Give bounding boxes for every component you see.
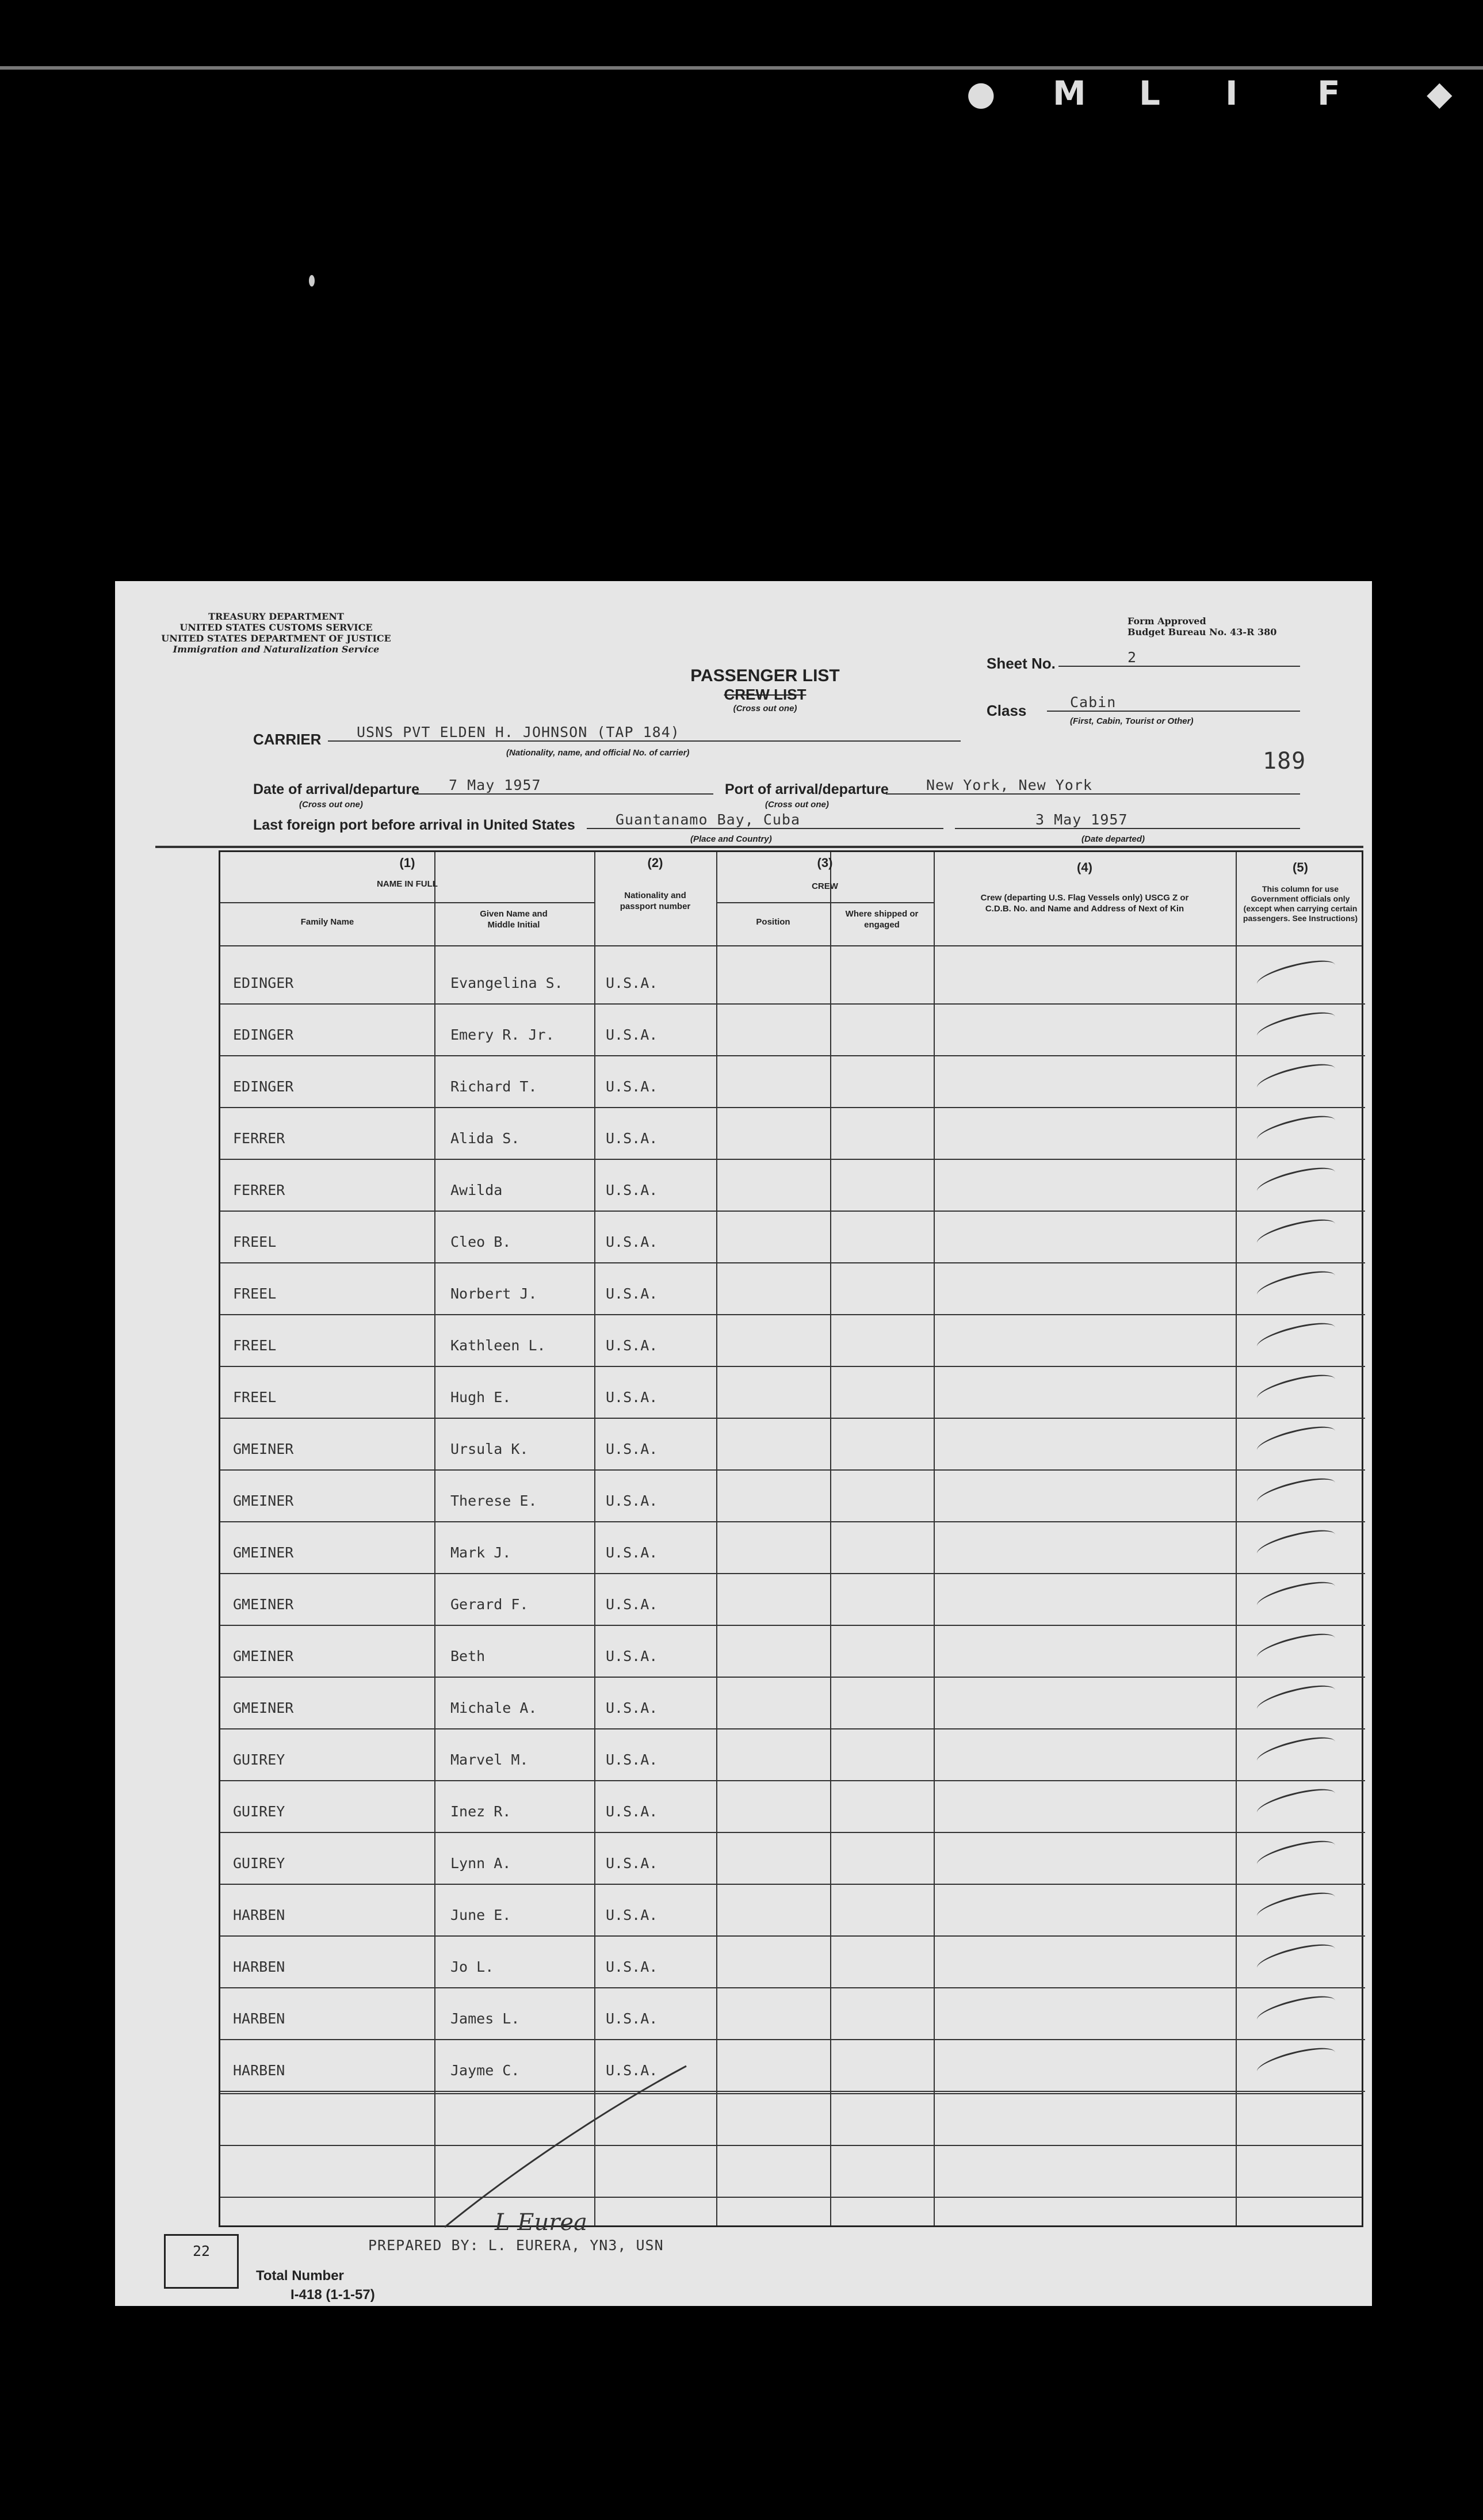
family-name-cell: EDINGER <box>233 975 294 991</box>
family-name-cell: FERRER <box>233 1182 285 1198</box>
given-name-cell: Therese E. <box>450 1492 537 1509</box>
total-number-box: 22 <box>164 2234 239 2289</box>
col5-number: (5) <box>1293 860 1308 875</box>
given-name-cell: Norbert J. <box>450 1285 537 1302</box>
nationality-cell: U.S.A. <box>606 1803 658 1820</box>
position-header: Position <box>756 917 790 927</box>
film-edge-line <box>0 66 1483 70</box>
given-name-cell: Awilda <box>450 1182 503 1198</box>
family-name-cell: GMEINER <box>233 1648 294 1664</box>
nationality-cell: U.S.A. <box>606 1026 658 1043</box>
shipped-header: Where shipped or engaged <box>845 909 919 930</box>
table-row <box>220 1160 1365 1212</box>
film-edge-marks <box>949 74 1467 114</box>
given-name-cell: Gerard F. <box>450 1596 529 1613</box>
film-mark: ◆ <box>1427 74 1453 113</box>
given-name-cell: Marvel M. <box>450 1751 529 1768</box>
family-name-cell: GUIREY <box>233 1803 285 1820</box>
family-name-cell: GUIREY <box>233 1855 285 1872</box>
nationality-cell: U.S.A. <box>606 1078 658 1095</box>
nationality-cell: U.S.A. <box>606 1700 658 1716</box>
carrier-label: CARRIER <box>253 731 322 748</box>
crew-header: CREW <box>812 881 838 891</box>
check-mark <box>1255 2042 1338 2082</box>
family-name-cell: EDINGER <box>233 1078 294 1095</box>
class-hint: (First, Cabin, Tourist or Other) <box>1070 716 1194 726</box>
port-cross: (Cross out one) <box>765 800 829 810</box>
passenger-list-document <box>115 581 1372 2306</box>
family-name-cell: FREEL <box>233 1337 277 1354</box>
given-name-cell: Lynn A. <box>450 1855 511 1872</box>
check-mark <box>1255 1991 1338 2030</box>
date-cross: (Cross out one) <box>299 800 363 810</box>
table-row <box>220 1471 1365 1522</box>
check-mark <box>1255 1473 1338 1513</box>
header-rule <box>155 846 1363 848</box>
nationality-cell: U.S.A. <box>606 1907 658 1923</box>
nationality-cell: U.S.A. <box>606 1596 658 1613</box>
date-label: Date of arrival/departure <box>253 781 419 797</box>
agency-block: TREASURY DEPARTMENT UNITED STATES CUSTOMS SERVICE UNITED STATES DEPARTMENT OF JUSTICE Immigration and Naturalization Service <box>161 611 391 655</box>
table-row <box>220 1885 1365 1937</box>
nationality-cell: U.S.A. <box>606 1751 658 1768</box>
table-row <box>220 1367 1365 1419</box>
given-name-cell: Inez R. <box>450 1803 511 1820</box>
date-value: 7 May 1957 <box>414 777 713 795</box>
given-name-cell: Cleo B. <box>450 1234 511 1250</box>
family-name-cell: FREEL <box>233 1389 277 1406</box>
check-mark <box>1255 1784 1338 1823</box>
family-name-cell: HARBEN <box>233 2010 285 2027</box>
family-name-cell: GMEINER <box>233 1441 294 1457</box>
nationality-cell: U.S.A. <box>606 1492 658 1509</box>
table-row <box>220 1678 1365 1729</box>
place-hint: (Place and Country) <box>690 834 772 844</box>
family-name-header: Family Name <box>300 917 354 927</box>
form-number: I-418 (1-1-57) <box>291 2287 375 2303</box>
passenger-table <box>219 850 1363 2227</box>
col4-number: (4) <box>1077 860 1092 875</box>
given-name-cell: Emery R. Jr. <box>450 1026 555 1043</box>
table-row <box>220 1626 1365 1678</box>
col2-number: (2) <box>647 856 663 870</box>
table-row <box>220 1108 1365 1160</box>
table-row <box>220 1315 1365 1367</box>
nationality-cell: U.S.A. <box>606 1958 658 1975</box>
table-row <box>220 1005 1365 1056</box>
family-name-cell: HARBEN <box>233 1907 285 1923</box>
sheet-value: 2 <box>1058 649 1300 667</box>
carrier-hint: (Nationality, name, and official No. of carrier) <box>506 748 690 758</box>
family-name-cell: GMEINER <box>233 1700 294 1716</box>
given-name-cell: Michale A. <box>450 1700 537 1716</box>
nationality-cell: U.S.A. <box>606 1130 658 1147</box>
check-mark <box>1255 1421 1338 1461</box>
check-mark <box>1255 1059 1338 1098</box>
given-name-cell: Ursula K. <box>450 1441 529 1457</box>
given-name-cell: Evangelina S. <box>450 975 563 991</box>
given-name-cell: Richard T. <box>450 1078 537 1095</box>
film-mark: I <box>1225 74 1238 113</box>
table-row <box>220 1522 1365 1574</box>
nationality-cell: U.S.A. <box>606 1855 658 1872</box>
check-mark <box>1255 1887 1338 1927</box>
nationality-cell: U.S.A. <box>606 1441 658 1457</box>
nationality-cell: U.S.A. <box>606 1544 658 1561</box>
film-mark: L <box>1139 74 1160 113</box>
col3-number: (3) <box>817 856 833 870</box>
nationality-cell: U.S.A. <box>606 1182 658 1198</box>
given-name-cell: James L. <box>450 2010 520 2027</box>
col1-number: (1) <box>399 856 415 870</box>
check-mark <box>1255 1680 1338 1720</box>
nationality-cell: U.S.A. <box>606 1337 658 1354</box>
family-name-cell: HARBEN <box>233 1958 285 1975</box>
departed-hint: (Date departed) <box>1081 834 1145 844</box>
table-row <box>220 1056 1365 1108</box>
given-name-cell: Kathleen L. <box>450 1337 546 1354</box>
void-slash-mark <box>439 2060 692 2233</box>
check-mark <box>1255 1628 1338 1668</box>
film-mark: F <box>1317 74 1340 113</box>
check-mark <box>1255 1525 1338 1564</box>
table-row <box>220 953 1365 1005</box>
nationality-cell: U.S.A. <box>606 1285 658 1302</box>
total-number-label: Total Number <box>256 2268 344 2284</box>
given-name-cell: Beth <box>450 1648 486 1664</box>
check-mark <box>1255 955 1338 995</box>
signature: L Eurea <box>495 2209 587 2236</box>
check-mark <box>1255 1732 1338 1771</box>
family-name-cell: EDINGER <box>233 1026 294 1043</box>
family-name-cell: FERRER <box>233 1130 285 1147</box>
table-row <box>220 1729 1365 1781</box>
given-name-cell: Alida S. <box>450 1130 520 1147</box>
nationality-cell: U.S.A. <box>606 975 658 991</box>
family-name-cell: GMEINER <box>233 1596 294 1613</box>
budget-block: Form Approved Budget Bureau No. 43-R 380 <box>1127 616 1277 637</box>
check-mark <box>1255 1576 1338 1616</box>
check-mark <box>1255 1318 1338 1357</box>
nationality-cell: U.S.A. <box>606 1648 658 1664</box>
film-dust <box>309 275 315 287</box>
departed-value: 3 May 1957 <box>955 811 1300 829</box>
family-name-cell: GMEINER <box>233 1492 294 1509</box>
given-name-header: Given Name and Middle Initial <box>480 909 548 930</box>
film-mark: M <box>1053 74 1086 113</box>
last-port-value: Guantanamo Bay, Cuba <box>587 811 943 829</box>
officials-header: This column for use Government officials only (except when carrying certain passengers. See Instructions) <box>1243 884 1358 923</box>
nationality-cell: U.S.A. <box>606 1389 658 1406</box>
table-row <box>220 1212 1365 1263</box>
col1-title: NAME IN FULL <box>377 879 438 889</box>
given-name-cell: Hugh E. <box>450 1389 511 1406</box>
nationality-header: Nationality and passport number <box>620 891 691 911</box>
port-label: Port of arrival/departure <box>725 781 889 797</box>
table-row <box>220 1988 1365 2040</box>
last-port-label: Last foreign port before arrival in United States <box>253 817 575 833</box>
prepared-by: PREPARED BY: L. EURERA, YN3, USN <box>368 2237 664 2254</box>
check-mark <box>1255 1369 1338 1409</box>
class-label: Class <box>987 702 1027 719</box>
check-mark <box>1255 1939 1338 1979</box>
given-name-cell: June E. <box>450 1907 511 1923</box>
carrier-value: USNS PVT ELDEN H. JOHNSON (TAP 184) <box>328 724 961 742</box>
table-row <box>220 1781 1365 1833</box>
given-name-cell: Jayme C. <box>450 2062 520 2079</box>
sheet-label: Sheet No. <box>987 655 1056 672</box>
film-mark: ● <box>966 74 996 113</box>
family-name-cell: FREEL <box>233 1285 277 1302</box>
check-mark <box>1255 1835 1338 1875</box>
stamp-number: 189 <box>1263 748 1306 774</box>
check-mark <box>1255 1007 1338 1047</box>
table-row <box>220 1419 1365 1471</box>
nationality-cell: U.S.A. <box>606 2010 658 2027</box>
nationality-cell: U.S.A. <box>606 2062 658 2079</box>
check-mark <box>1255 1110 1338 1150</box>
table-row <box>220 2040 1365 2092</box>
check-mark <box>1255 1266 1338 1305</box>
table-row <box>220 1937 1365 1988</box>
next-of-kin-header: Crew (departing U.S. Flag Vessels only) USCG Z or C.D.B. No. and Name and Address of Next of Kin <box>980 893 1189 914</box>
nationality-cell: U.S.A. <box>606 1234 658 1250</box>
given-name-cell: Mark J. <box>450 1544 511 1561</box>
check-mark <box>1255 1214 1338 1254</box>
family-name-cell: GUIREY <box>233 1751 285 1768</box>
form-title: PASSENGER LIST CREW LIST (Cross out one) <box>690 666 840 713</box>
family-name-cell: HARBEN <box>233 2062 285 2079</box>
given-name-cell: Jo L. <box>450 1958 494 1975</box>
table-row <box>220 1574 1365 1626</box>
port-value: New York, New York <box>886 777 1300 795</box>
family-name-cell: GMEINER <box>233 1544 294 1561</box>
family-name-cell: FREEL <box>233 1234 277 1250</box>
table-row <box>220 1263 1365 1315</box>
class-value: Cabin <box>1047 694 1300 712</box>
table-row <box>220 1833 1365 1885</box>
check-mark <box>1255 1162 1338 1202</box>
